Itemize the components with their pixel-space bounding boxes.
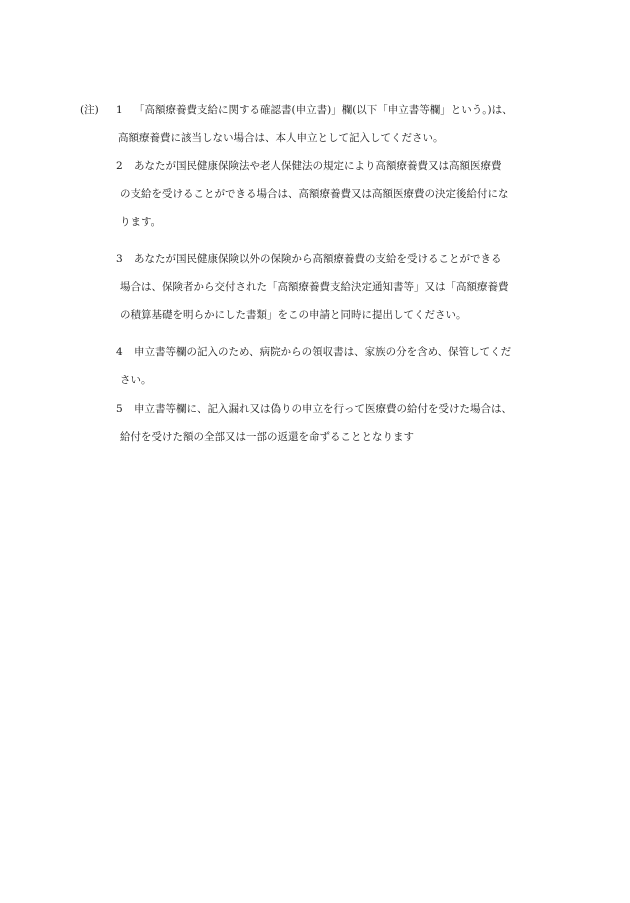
note-line bbox=[116, 103, 556, 131]
note-number: 5 bbox=[116, 403, 123, 415]
note-text: 「高額療養費支給に関する確認書(申立書)」欄(以下「申立書等欄」という。)は、 bbox=[134, 104, 513, 116]
note-line bbox=[116, 252, 556, 280]
note-text: 高額療養費に該当しない場合は、本人申立として記入してください。 bbox=[118, 132, 444, 144]
note-number: 1 bbox=[116, 104, 123, 116]
note-line bbox=[116, 215, 556, 243]
note-text: さい。 bbox=[120, 374, 152, 386]
note-1 bbox=[116, 103, 556, 159]
note-text: の支給を受けることができる場合は、高額療養費又は高額医療費の決定後給付にな bbox=[120, 188, 509, 200]
note-number: 2 bbox=[116, 160, 123, 172]
note-4 bbox=[116, 345, 556, 401]
note-line bbox=[116, 373, 556, 401]
note-text: あなたが国民健康保険法や老人保健法の規定により高額療養費又は高額医療費 bbox=[134, 160, 502, 172]
note-3 bbox=[116, 252, 556, 336]
note-number: 3 bbox=[116, 253, 123, 265]
note-text: 申立書等欄に、記入漏れ又は偽りの申立を行って医療費の給付を受けた場合は、 bbox=[134, 403, 512, 415]
note-line bbox=[116, 308, 556, 336]
note-text: 給付を受けた額の全部又は一部の返還を命ずることとなります bbox=[120, 431, 414, 443]
note-line bbox=[116, 159, 556, 187]
note-5 bbox=[116, 402, 556, 458]
note-text: 申立書等欄の記入のため、病院からの領収書は、家族の分を含め、保管してくだ bbox=[134, 346, 512, 358]
note-line bbox=[116, 402, 556, 430]
note-line bbox=[116, 430, 556, 458]
note-2 bbox=[116, 159, 556, 243]
note-text: あなたが国民健康保険以外の保険から高額療養費の支給を受けることができる bbox=[134, 253, 502, 265]
note-line bbox=[116, 187, 556, 215]
note-line bbox=[116, 280, 556, 308]
notes-label: (注) bbox=[80, 104, 99, 116]
note-line bbox=[116, 131, 556, 159]
note-line bbox=[116, 345, 556, 373]
note-number: 4 bbox=[116, 346, 123, 358]
note-text: の積算基礎を明らかにした書類」をこの申請と同時に提出してください。 bbox=[120, 309, 467, 321]
note-text: 場合は、保険者から交付された「高額療養費支給決定通知書等」又は「高額療養費 bbox=[120, 281, 509, 293]
note-text: ります。 bbox=[120, 216, 162, 228]
